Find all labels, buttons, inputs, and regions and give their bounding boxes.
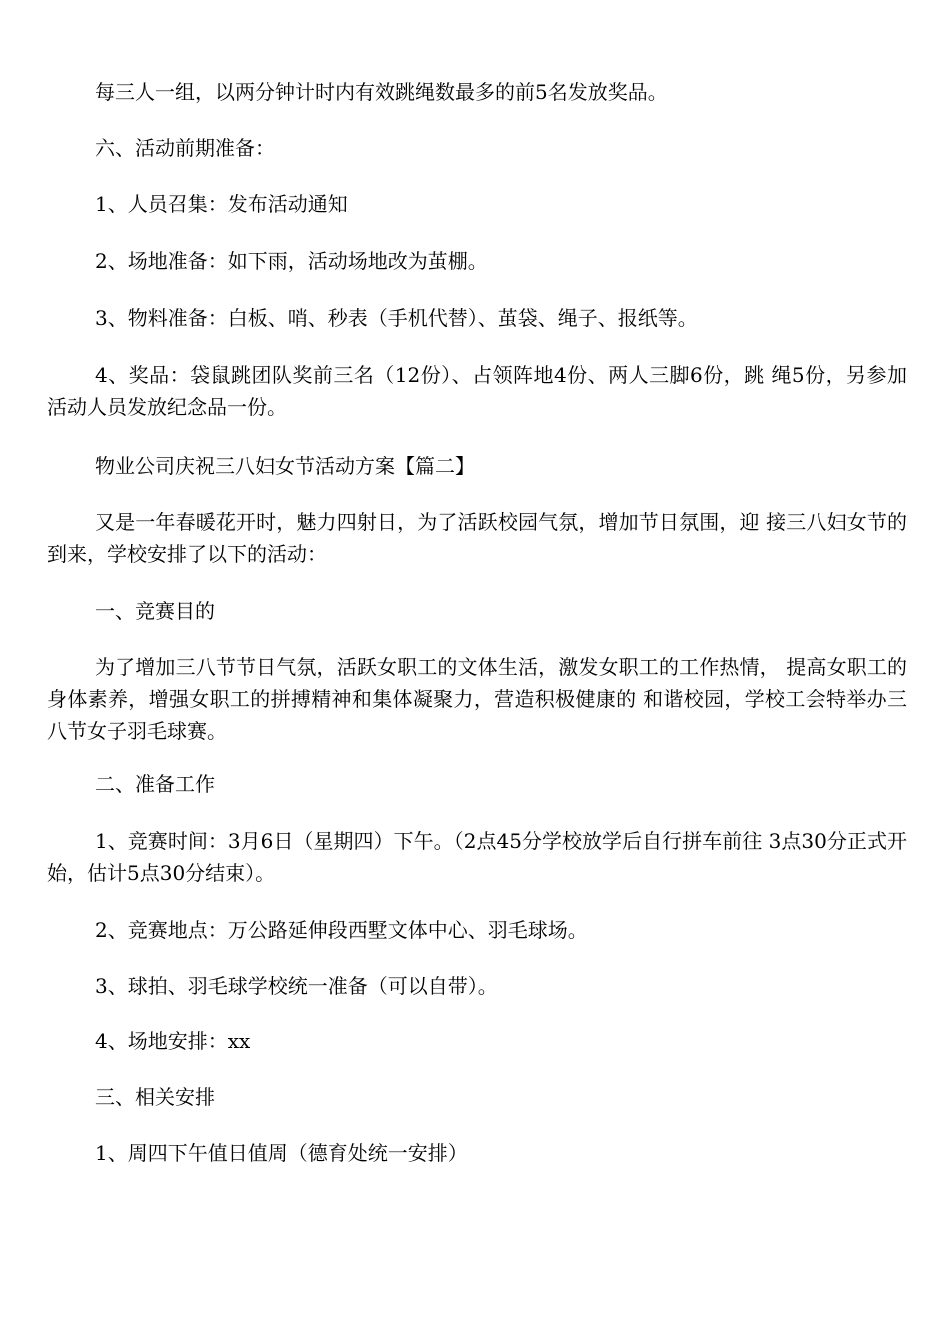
paragraph-duty: 1、周四下午值日值周（德育处统一安排） xyxy=(95,1141,468,1165)
heading-arrangements: 三、相关安排 xyxy=(95,1085,215,1109)
paragraph-personnel: 1、人员召集：发布活动通知 xyxy=(95,192,348,216)
paragraph-court: 4、场地安排：xx xyxy=(95,1029,251,1053)
paragraph-equipment: 3、球拍、羽毛球学校统一准备（可以自带）。 xyxy=(95,974,498,998)
paragraph-intro: 又是一年春暖花开时，魅力四射日，为了活跃校园气氛，增加节日氛围，迎 接三八妇女节的到来，学校安排了以下的活动： xyxy=(47,510,907,566)
paragraph-purpose: 为了增加三八节节日气氛，活跃女职工的文体生活，激发女职工的工作热情， 提高女职工的身体素养，增强女职工的拼搏精神和集体凝聚力，营造积极健康的 和谐校园，学校工会特举办三八节女子羽毛球赛。 xyxy=(47,655,907,743)
heading-preparation: 六、活动前期准备： xyxy=(95,136,275,160)
paragraph-prizes: 4、奖品：袋鼠跳团队奖前三名（12份）、占领阵地4份、两人三脚6份，跳 绳5份，另参加活动人员发放纪念品一份。 xyxy=(47,363,907,419)
paragraph-location: 2、竞赛地点：万公路延伸段西墅文体中心、羽毛球场。 xyxy=(95,918,588,942)
paragraph-materials: 3、物料准备：白板、哨、秒表（手机代替）、茧袋、绳子、报纸等。 xyxy=(95,306,698,330)
heading-prep-work: 二、准备工作 xyxy=(95,772,215,796)
paragraph-venue-prep: 2、场地准备：如下雨，活动场地改为茧棚。 xyxy=(95,249,488,273)
section-title-part-two: 物业公司庆祝三八妇女节活动方案【篇二】 xyxy=(95,454,475,478)
paragraph-award-rule: 每三人一组，以两分钟计时内有效跳绳数最多的前5名发放奖品。 xyxy=(95,80,668,104)
paragraph-time: 1、竞赛时间：3月6日（星期四）下午。（2点45分学校放学后自行拼车前往 3点30分正式开始，估计5点30分结束）。 xyxy=(47,829,907,885)
heading-purpose: 一、竞赛目的 xyxy=(95,599,215,623)
